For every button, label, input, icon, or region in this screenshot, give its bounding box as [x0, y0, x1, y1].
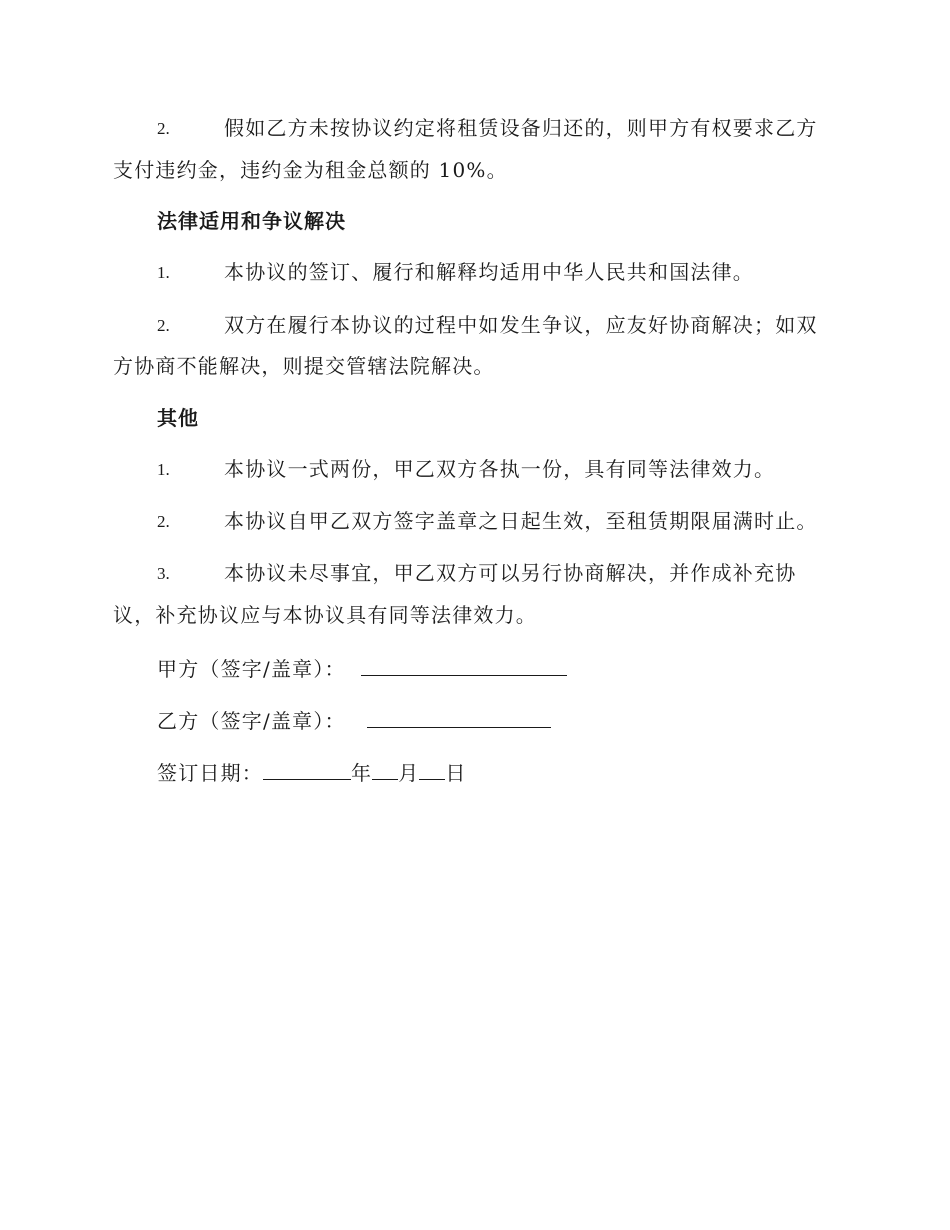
party-a-signature-row — [157, 655, 567, 681]
law-section-heading: 法律适用和争议解决 — [157, 209, 346, 233]
liability-item2-line2: 支付违约金，违约金为租金总额的 10%。 — [113, 158, 508, 182]
other-item3-line1: 本协议未尽事宜，甲乙双方可以另行协商解决，并作成补充协 — [224, 561, 797, 585]
other-item3-line2: 议，补充协议应与本协议具有同等法律效力。 — [113, 603, 537, 627]
liability-item2-line1: 假如乙方未按协议约定将租赁设备归还的，则甲方有权要求乙方 — [224, 116, 818, 140]
party-a-label: 甲方（签字/盖章）： — [157, 657, 346, 681]
other-item1-number: 1. — [157, 460, 170, 479]
other-item2-number: 2. — [157, 512, 170, 531]
party-a-signature-blank[interactable] — [361, 655, 567, 676]
month-label: 月 — [398, 761, 420, 785]
year-label: 年 — [351, 761, 373, 785]
signing-date-row — [157, 759, 467, 785]
date-month-blank[interactable] — [372, 759, 398, 780]
liability-item2-number: 2. — [157, 119, 170, 138]
other-item1-line1: 本协议一式两份，甲乙双方各执一份，具有同等法律效力。 — [224, 457, 776, 481]
date-label: 签订日期： — [157, 761, 263, 785]
party-b-signature-blank[interactable] — [367, 707, 551, 728]
date-year-blank[interactable] — [263, 759, 351, 780]
law-item1-number: 1. — [157, 263, 170, 282]
day-label: 日 — [445, 761, 467, 785]
law-item2-line1: 双方在履行本协议的过程中如发生争议，应友好协商解决；如双 — [224, 313, 818, 337]
law-item1-line1: 本协议的签订、履行和解释均适用中华人民共和国法律。 — [224, 260, 754, 284]
other-section-heading: 其他 — [157, 406, 199, 430]
party-b-label: 乙方（签字/盖章）： — [157, 709, 346, 733]
date-day-blank[interactable] — [419, 759, 445, 780]
other-item2-line1: 本协议自甲乙双方签字盖章之日起生效，至租赁期限届满时止。 — [224, 509, 818, 533]
law-item2-line2: 方协商不能解决，则提交管辖法院解决。 — [113, 354, 495, 378]
other-item3-number: 3. — [157, 564, 170, 583]
law-item2-number: 2. — [157, 316, 170, 335]
party-b-signature-row — [157, 707, 551, 733]
